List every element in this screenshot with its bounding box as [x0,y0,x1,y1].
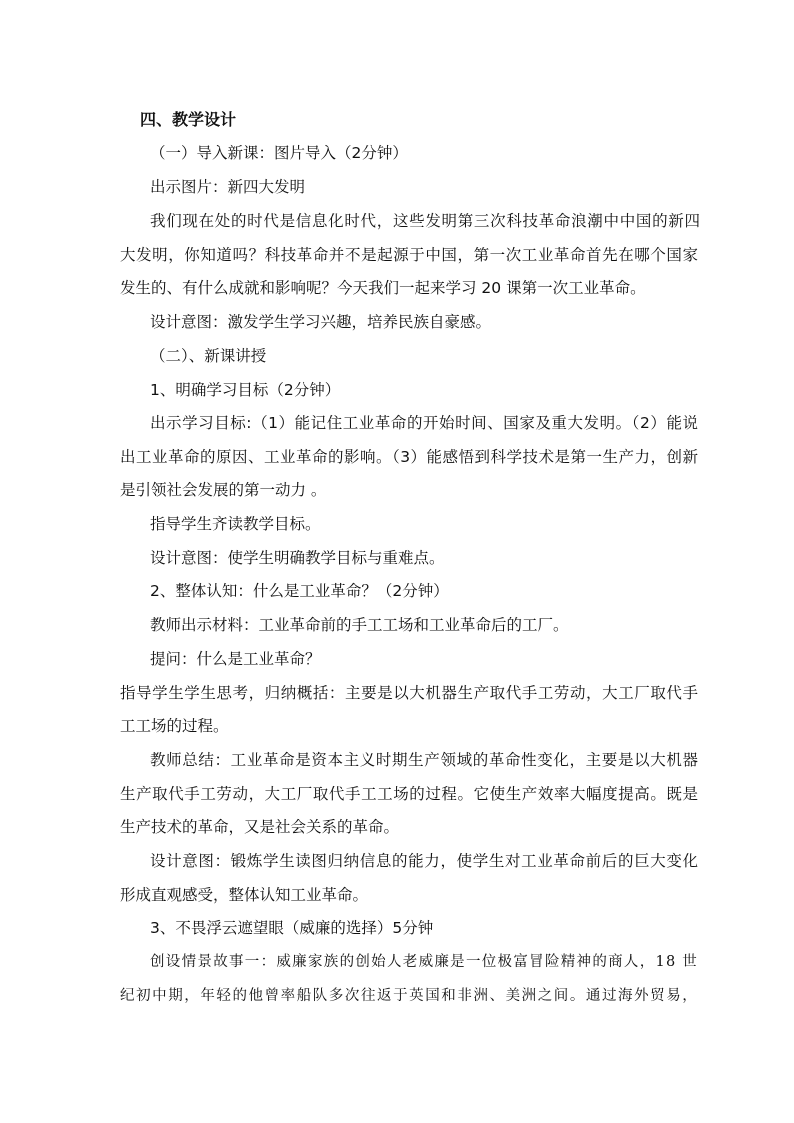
paragraph-line: 大发明，你知道吗？科技革命并不是起源于中国，第一次工业革命首先在哪个国家 [120,246,698,264]
paragraph-line: 设计意图：激发学生学习兴趣，培养民族自豪感。 [150,313,492,331]
story-line: 纪初中期，年轻的他曾率船队多次往返于英国和非洲、美洲之间。通过海外贸易， [120,988,698,1004]
paragraph-line: 发生的、有什么成就和影响呢？今天我们一起来学习 20 课第一次工业革命。 [120,279,646,297]
story-line: 创设情景故事一：威廉家族的创始人老威廉是一位极富冒险精神的商人，18 世 [150,954,698,970]
section-heading: 四、教学设计 [140,110,237,129]
paragraph-line: 教师总结：工业革命是资本主义时期生产领域的革命性变化，主要是以大机器 [150,751,698,769]
paragraph-line: 我们现在处的时代是信息化时代，这些发明第三次科技革命浪潮中中国的新四 [150,212,700,230]
paragraph-line: 教师出示材料：工业革命前的手工工场和工业革命后的工厂。 [150,616,569,634]
paragraph-line: 出工业革命的原因、工业革命的影响。（3）能感悟到科学技术是第一生产力，创新 [120,448,698,466]
paragraph-line: 设计意图：锻炼学生读图归纳信息的能力，使学生对工业革命前后的巨大变化 [150,852,698,870]
paragraph-line: 指导学生学生思考，归纳概括：主要是以大机器生产取代手工劳动，大工厂取代手 [120,684,698,702]
paragraph-line: 生产技术的革命，又是社会关系的革命。 [120,818,400,836]
subsection-overview-title: 2、整体认知：什么是工业革命？（2分钟） [150,582,449,600]
paragraph-line: 工工场的过程。 [120,717,229,735]
subsection-new-lesson-title: （二）、新课讲授 [150,347,267,365]
paragraph-line: 出示图片：新四大发明 [150,178,306,196]
paragraph-line: 出示学习目标:（1）能记住工业革命的开始时间、国家及重大发明。（2）能说 [150,414,698,432]
subsection-intro-title: （一）导入新课：图片导入（2分钟） [150,144,408,162]
paragraph-line: 是引领社会发展的第一动力 。 [120,481,327,499]
paragraph-line: 形成直观感受，整体认知工业革命。 [120,886,369,904]
paragraph-line: 提问：什么是工业革命？ [150,650,321,668]
paragraph-line: 生产取代手工劳动，大工厂取代手工工场的过程。它使生产效率大幅度提高。既是 [120,785,698,803]
subsection-goal-title: 1、明确学习目标（2分钟） [150,381,341,399]
paragraph-line: 设计意图：使学生明确教学目标与重难点。 [150,549,445,567]
paragraph-line: 指导学生齐读教学目标。 [150,515,321,533]
subsection-story-title: 3、不畏浮云遮望眼（威廉的选择）5分钟 [150,919,434,937]
